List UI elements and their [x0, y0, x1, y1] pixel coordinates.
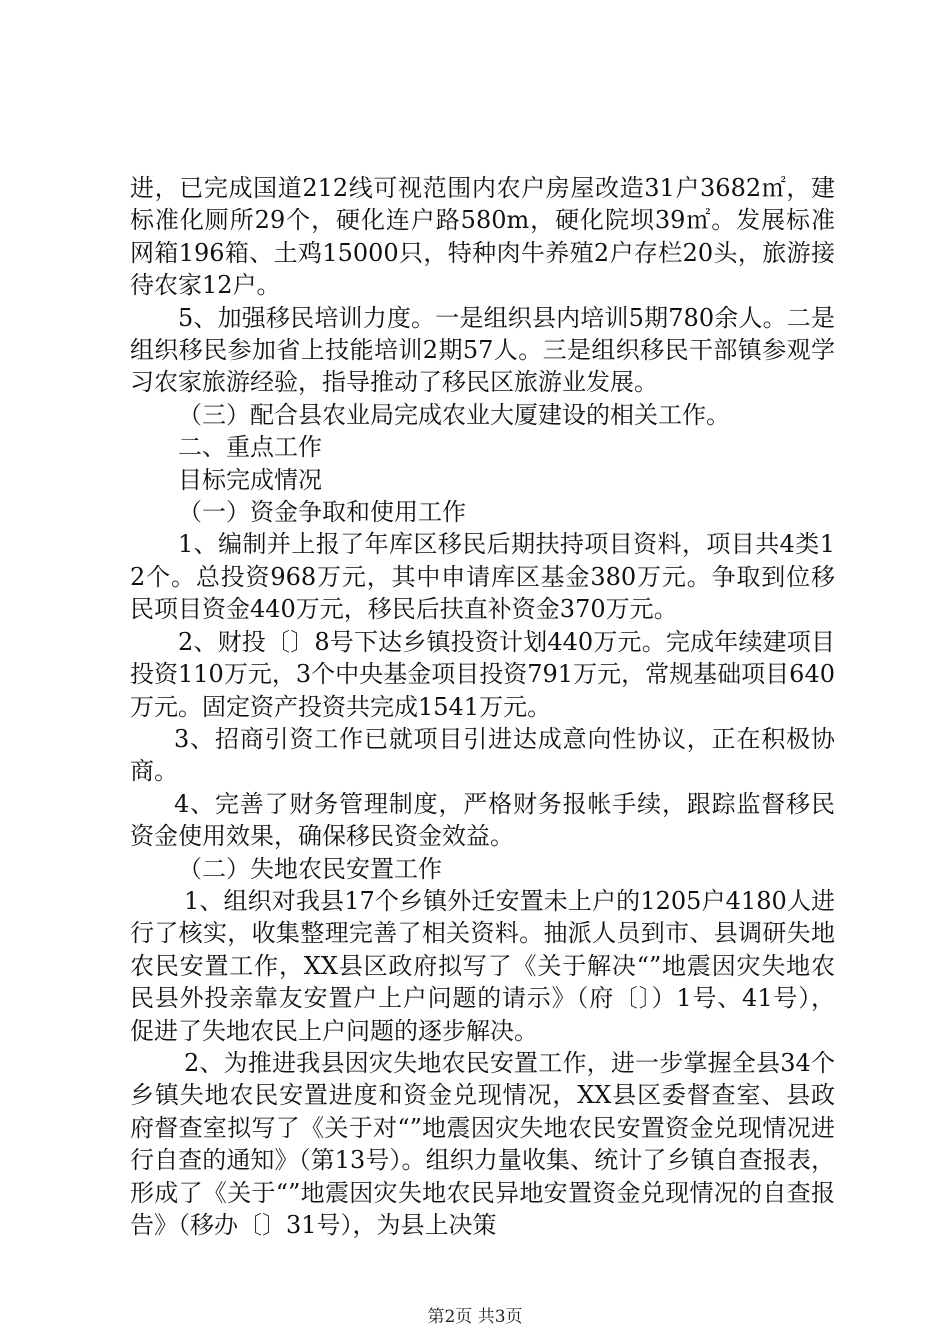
page-number-label: 第2页 共3页	[427, 1307, 523, 1327]
section-heading-key-work: 二、重点工作	[178, 433, 322, 462]
paragraph-funds-3: 3、招商引资工作已就项目引进达成意向性协议，正在积极协商。	[130, 724, 835, 786]
paragraph-funds-4: 4、完善了财务管理制度，严格财务报帐手续，跟踪监督移民资金使用效果，确保移民资金效益。	[130, 789, 835, 851]
page-footer	[0, 1302, 950, 1327]
paragraph-agri-building: （三）配合县农业局完成农业大厦建设的相关工作。	[178, 400, 730, 429]
subsection-heading-funds: （一）资金争取和使用工作	[178, 498, 466, 527]
paragraph-funds-1: 1、编制并上报了年库区移民后期扶持项目资料，项目共4类12个。总投资968万元，其中申请库区基金380万元。争取到位移民项目资金440万元，移民后扶直补资金370万元。	[130, 530, 835, 624]
paragraph-landless-2: 2、为推进我县因灾失地农民安置工作，进一步掌握全县34个乡镇失地农民安置进度和资金兑现情况，XX县区委督查室、县政府督查室拟写了《关于对“”地震因灾失地农民安置资金兑现情况进行自查的通知》（第13号）。组织力量收集、统计了乡镇自查报表，形成了《关于“”地震因灾失地农民异地安置资金兑现情况的自查报告》（移办〔〕31号），为县上决策	[130, 1048, 835, 1239]
document-body	[130, 172, 835, 1241]
paragraph-continuation: 进，已完成国道212线可视范围内农户房屋改造31户3682㎡，建标准化厕所29个，硬化连户路580m，硬化院坝39㎡。发展标准网箱196箱、土鸡15000只，特种肉牛养殖2户存栏20头，旅游接待农家12户。	[130, 174, 835, 300]
paragraph-funds-2: 2、财投〔〕8号下达乡镇投资计划440万元。完成年续建项目投资110万元，3个中央基金项目投资791万元，常规基础项目640万元。固定资产投资共完成1541万元。	[130, 627, 835, 721]
subsection-heading-landless: （二）失地农民安置工作	[178, 854, 442, 883]
section-heading-goals: 目标完成情况	[178, 465, 322, 494]
paragraph-training: 5、加强移民培训力度。一是组织县内培训5期780余人。二是组织移民参加省上技能培训2期57人。三是组织移民干部镇参观学习农家旅游经验，指导推动了移民区旅游业发展。	[130, 303, 835, 397]
paragraph-landless-1: 1、组织对我县17个乡镇外迁安置未上户的1205户4180人进行了核实，收集整理完善了相关资料。抽派人员到市、县调研失地农民安置工作，XX县区政府拟写了《关于解决“”地震因灾失地农民县外投亲靠友安置户上户问题的请示》（府〔〕）1号、41号），促进了失地农民上户问题的逐步解决。	[130, 886, 835, 1045]
